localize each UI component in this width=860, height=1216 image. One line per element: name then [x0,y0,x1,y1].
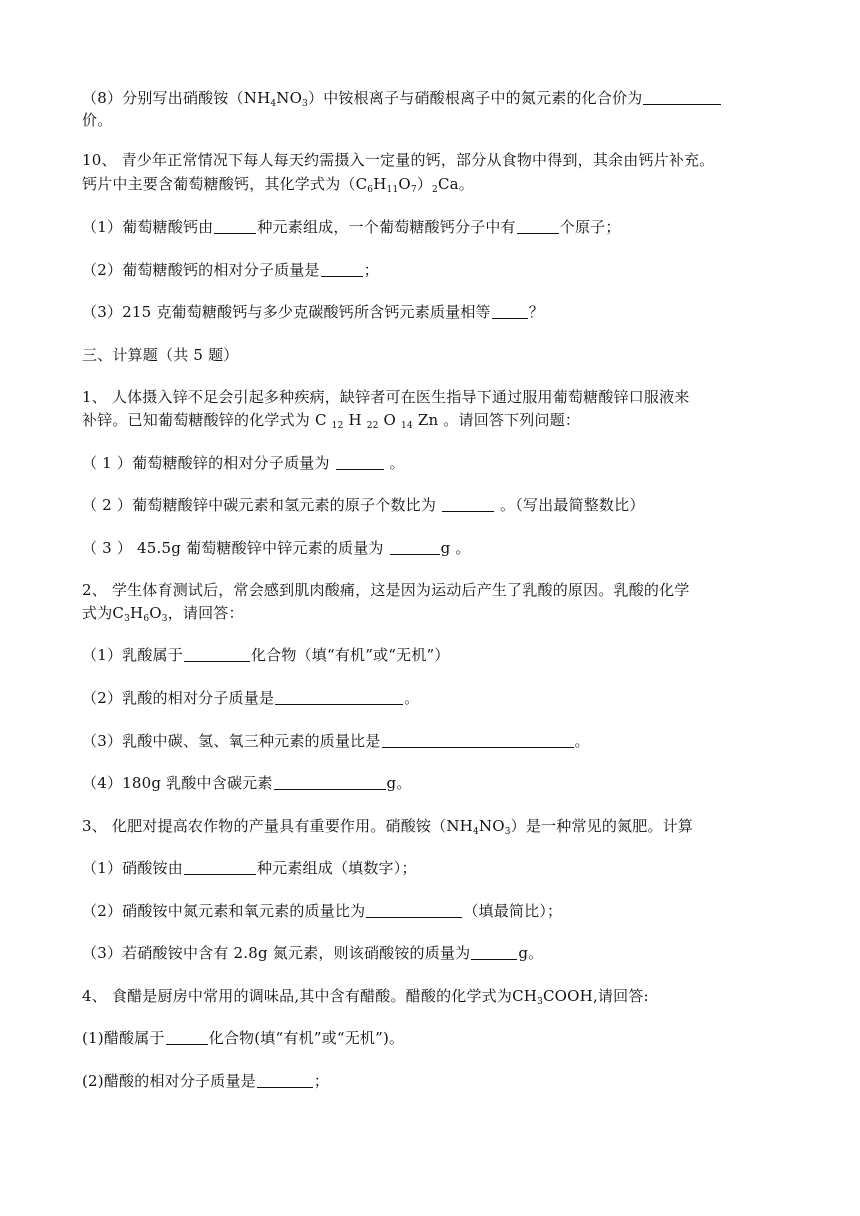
c4-stem: 4、 食醋是厨房中常用的调味品,其中含有醋酸。醋酸的化学式为$CH_3COOH$,请回答: [82,987,649,1007]
answer-blank[interactable] [382,733,574,748]
answer-blank[interactable] [390,540,440,555]
answer-blank[interactable] [366,903,462,918]
answer-blank[interactable] [442,497,494,512]
answer-blank[interactable] [257,1073,313,1088]
c2-stem-line1: 2、 学生体育测试后，常会感到肌肉酸痛，这是因为运动后产生了乳酸的原因。乳酸的化学 [82,581,690,599]
c3-part1: （1）硝酸铵由 种元素组成（填数字）； [82,859,417,877]
c4-part1: (1)醋酸属于 化合物(填“有机”或“无机”)。 [82,1029,405,1047]
c1-part2: （ 2 ）葡萄糖酸锌中碳元素和氢元素的原子个数比为 。（写出最简整数比） [82,496,645,514]
answer-blank[interactable] [471,945,517,960]
q10-stem-line1: 10、 青少年正常情况下每人每天约需摄入一定量的钙，部分从食物中得到，其余由钙片补充。 [82,151,715,169]
answer-blank[interactable] [517,219,559,234]
c2-part4: （4）180g 乳酸中含碳元素 g。 [82,774,412,792]
c1-part1: （ 1 ）葡萄糖酸锌的相对分子质量为 。 [82,454,405,472]
c2-part3: （3）乳酸中碳、氢、氧三种元素的质量比是 。 [82,732,590,750]
c3-stem: 3、 化肥对提高农作物的产量具有重要作用。硝酸铵$(NH_4NO_3)$是一种常见的氮肥。计算 [82,817,694,837]
c2-stem-line2: 式为$C_3H_6O_3$，请回答： [82,604,244,624]
c2-part2: （2）乳酸的相对分子质量是 。 [82,689,420,707]
c1-stem-line1: 1、 人体摄入锌不足会引起多种疾病，缺锌者可在医生指导下通过服用葡萄糖酸锌口服液来 [82,388,690,406]
q9-part8-line1: （8）分别写出硝酸铵$(NH_4NO_3)$中铵根离子与硝酸根离子中的氮元素的化合价为 [82,88,782,108]
answer-blank[interactable] [274,775,386,790]
answer-blank[interactable] [336,455,384,470]
answer-blank[interactable] [184,860,256,875]
c2-part1: （1）乳酸属于 化合物（填“有机”或“无机”） [82,646,450,664]
answer-blank[interactable] [214,219,256,234]
section-heading: 三、计算题（共 5 题） [82,346,239,364]
q9-part8-line2: 价。 [82,111,113,129]
c1-stem-line2: 补锌。已知葡萄糖酸锌的化学式为 C $_{12}$ H $_{22}$ O $_{14}$ Zn 。请回答下列问题： [82,411,581,431]
q10-part3: （3）215 克葡萄糖酸钙与多少克碳酸钙所含钙元素质量相等 ？ [82,303,544,321]
c4-part2: (2)醋酸的相对分子质量是 ； [82,1072,330,1090]
c3-part3: （3）若硝酸铵中含有 2.8g 氮元素，则该硝酸铵的质量为 g。 [82,944,544,962]
answer-blank[interactable] [275,690,403,705]
answer-blank[interactable] [321,262,363,277]
q10-part2: （2）葡萄糖酸钙的相对分子质量是 ； [82,261,379,279]
q10-part1: （1）葡萄糖酸钙由 种元素组成，一个葡萄糖酸钙分子中有 个原子； [82,218,621,236]
c3-part2: （2）硝酸铵中氮元素和氧元素的质量比为 （填最简比）； [82,902,563,920]
answer-blank[interactable] [643,90,721,105]
answer-blank[interactable] [492,304,528,319]
answer-blank[interactable] [184,647,250,662]
c1-part3: （ 3 ） 45.5g 葡萄糖酸锌中锌元素的质量为 g 。 [82,539,471,557]
answer-blank[interactable] [166,1030,208,1045]
q10-stem-line2: 钙片中主要含葡萄糖酸钙，其化学式为$(C_6H_{11}O_7)_2Ca$。 [82,175,474,195]
